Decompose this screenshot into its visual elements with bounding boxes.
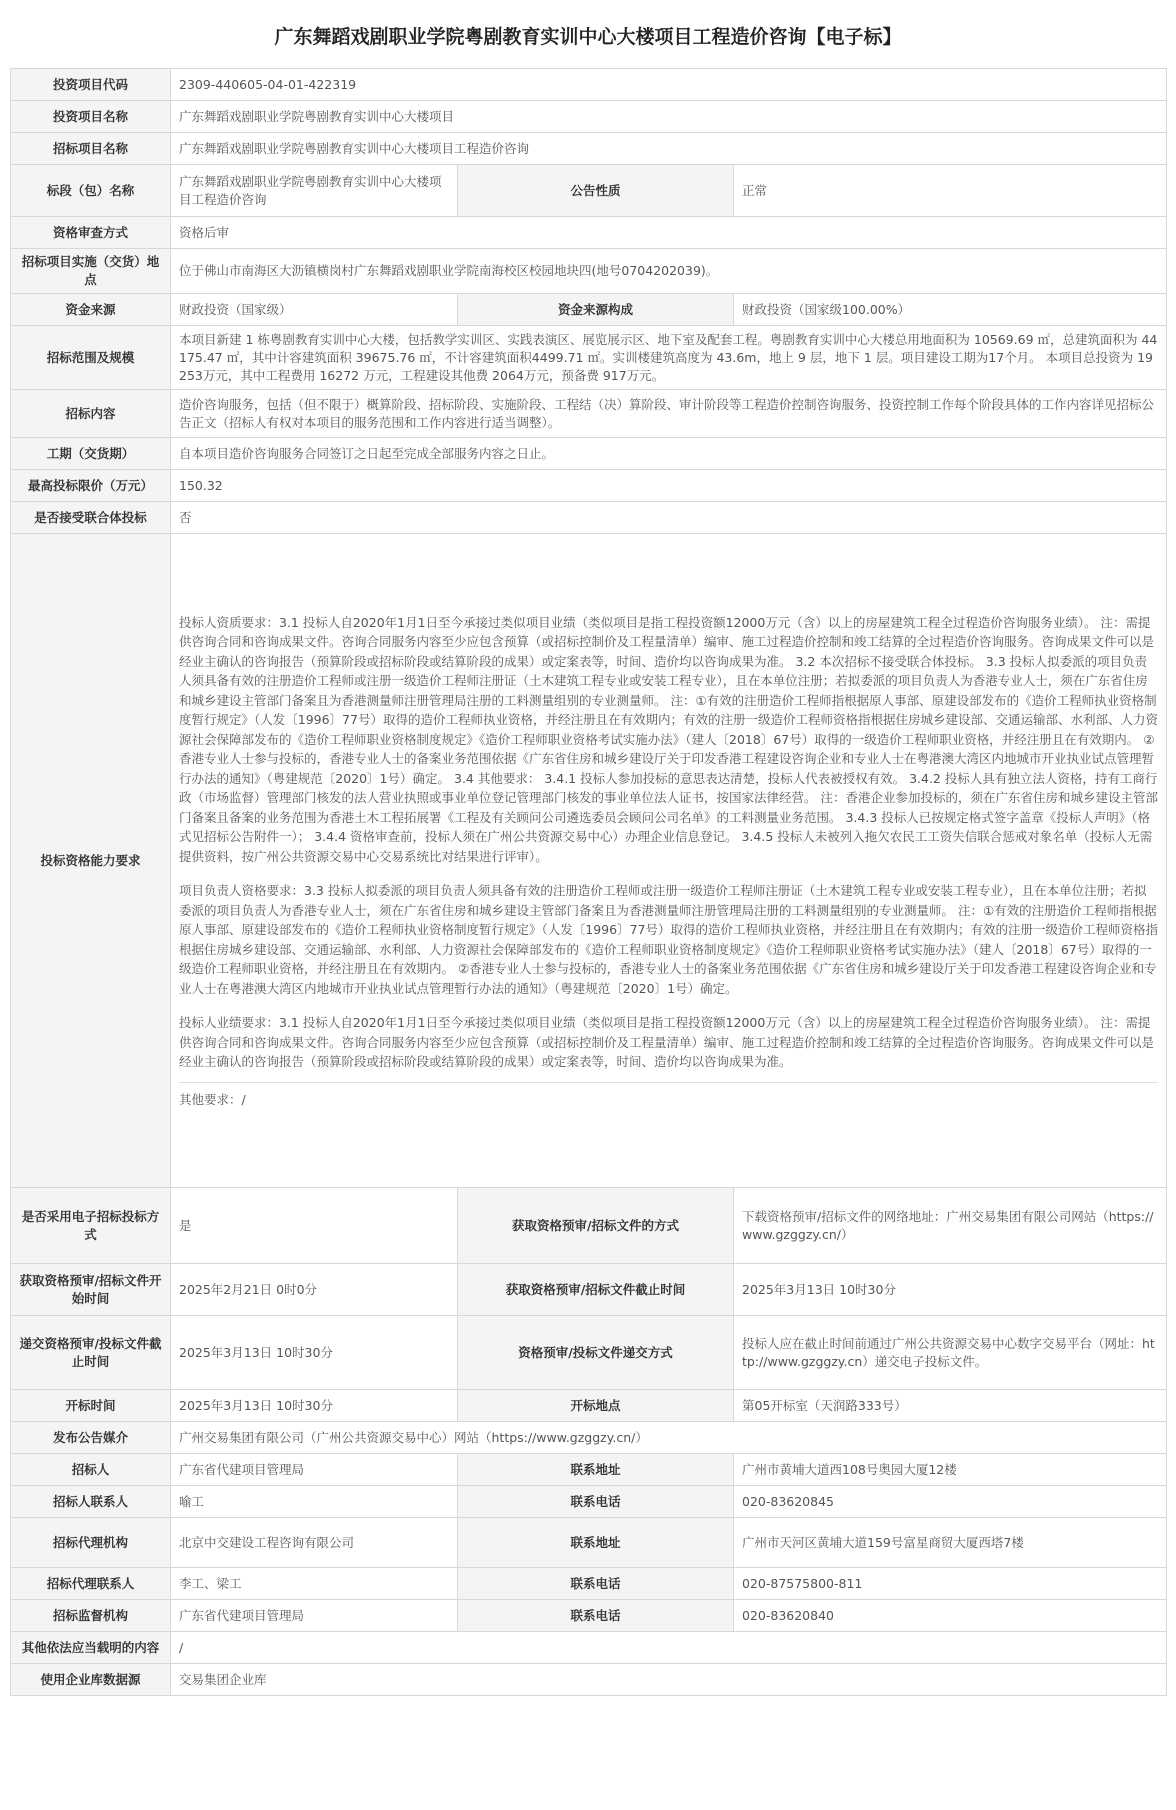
row-tender-project-name: [11, 133, 1167, 165]
row-project-name: [11, 101, 1167, 133]
row-tenderer: [11, 1454, 1167, 1486]
row-section: [11, 165, 1167, 217]
project-code-value: 2309-440605-04-01-422319: [171, 69, 1167, 101]
project-name-value: 广东舞蹈戏剧职业学院粤剧教育实训中心大楼项目: [171, 101, 1167, 133]
other-content-value: /: [171, 1632, 1167, 1664]
row-scope: [11, 326, 1167, 390]
tenderer-contact-label: 招标人联系人: [11, 1486, 171, 1518]
agency-label: 招标代理机构: [11, 1518, 171, 1568]
performance-requirement-text: 投标人业绩要求：3.1 投标人自2020年1月1日至今承接过类似项目业绩（类似项目是指工程投资额12000万元（含）以上的房屋建筑工程全过程造价咨询服务业绩）。 注：需提供咨询合同和咨询成果文件。咨询合同服务内容至少应包含预算（或招标控制价及工程量清单）编审、施工过程造价控制和竣工结算的全过程造价咨询服务。咨询成果文件可以是经业主确认的咨询报告（预算阶段或招标阶段或结算阶段的成果）或定案表等，时间、造价均以咨询成果为准。: [179, 1015, 1155, 1069]
agency-phone-value: 020-87575800-811: [734, 1568, 1167, 1600]
row-max-price: [11, 470, 1167, 502]
media-value: 广州交易集团有限公司（广州公共资源交易中心）网站（https://www.gzggzy.cn/）: [171, 1422, 1167, 1454]
location-label: 招标项目实施（交货）地点: [11, 249, 171, 294]
row-electronic: [11, 1188, 1167, 1264]
agency-address-value: 广州市天河区黄埔大道159号富星商贸大厦西塔7楼: [734, 1518, 1167, 1568]
consortium-value: 否: [171, 502, 1167, 534]
tenderer-contact-value: 喻工: [171, 1486, 458, 1518]
obtain-start-value: 2025年2月21日 0时0分: [171, 1264, 458, 1316]
section-name-label: 标段（包）名称: [11, 165, 171, 217]
agency-phone-label: 联系电话: [458, 1568, 734, 1600]
agency-contact-value: 李工、梁工: [171, 1568, 458, 1600]
obtain-method-value: 下载资格预审/招标文件的网络地址：广州交易集团有限公司网站（https://www.gzggzy.cn/）: [734, 1188, 1167, 1264]
database-label: 使用企业库数据源: [11, 1664, 171, 1696]
obtain-end-value: 2025年3月13日 10时30分: [734, 1264, 1167, 1316]
fund-composition-value: 财政投资（国家级100.00%）: [734, 294, 1167, 326]
database-value: 交易集团企业库: [171, 1664, 1167, 1696]
media-label: 发布公告媒介: [11, 1422, 171, 1454]
row-database: [11, 1664, 1167, 1696]
bidder-qualification-text: 投标人资质要求：3.1 投标人自2020年1月1日至今承接过类似项目业绩（类似项目是指工程投资额12000万元（含）以上的房屋建筑工程全过程造价咨询服务业绩）。 注：需提供咨询合同和咨询成果文件。咨询合同服务内容至少应包含预算（或招标控制价及工程量清单）编审、施工过程造价控制和竣工结算的全过程造价咨询服务。咨询成果文件可以是经业主确认的咨询报告（预算阶段或招标阶段或结算阶段的成果）或定案表等，时间、造价均以咨询成果为准。 3.2 本次招标不接受联合体投标。 3.3 投标人拟委派的项目负责人须具备有效的注册造价工程师或注册一级造价工程师注册证（土木建筑工程专业或安装工程专业），且在本单位注册；若拟委派的项目负责人为香港专业人士，须在广东省住房和城乡建设主管部门备案且为香港测量师注册管理局注册的工料测量组别的专业测量师。 注：①有效的注册造价工程师指根据原人事部、原建设部发布的《造价工程师执业资格制度暂行规定》（人发〔1996〕77号）取得的造价工程师执业资格，并经注册且在有效期内；有效的注册一级造价工程师资格指根据住房城乡建设部、交通运输部、水利部、人力资源社会保障部发布的《造价工程师职业资格制度规定》《造价工程师职业资格考试实施办法》（建人〔2018〕67号）取得的一级造价工程师职业资格，并经注册且在有效期内。 ②香港专业人士参与投标的，香港专业人士的备案业务范围依据《广东省住房和城乡建设厅关于印发香港工程建设咨询企业和专业人士在粤港澳大湾区内地城市开业执业试点管理暂行办法的通知》（粤建规范〔2020〕1号）确定。 3.4 其他要求： 3.4.1 投标人参加投标的意思表达清楚，投标人代表被授权有效。 3.4.2 投标人具有独立法人资格，持有工商行政（市场监督）管理部门核发的法人营业执照或事业单位登记管理部门核发的事业单位法人证书，按国家法律经营。 注：香港企业参加投标的，须在广东省住房和城乡建设主管部门备案且备案的业务范围为香港土木工程拓展署《工程及有关顾问公司遴选委员会顾问公司名单》的工料测量业务范围。 3.4.3 投标人已按规定格式签字盖章《投标人声明》（格式见招标公告附件一）； 3.4.4 资格审查前，投标人须在广州公共资源交易中心）办理企业信息登记。 3.4.5 投标人未被列入拖欠农民工工资失信联合惩戒对象名单（投标人无需提供资料，按广州公共资源交易中心交易系统比对结果进行评审）。: [179, 614, 1158, 864]
qualification-method-value: 资格后审: [171, 217, 1167, 249]
project-code-label: 投资项目代码: [11, 69, 171, 101]
row-period: [11, 438, 1167, 470]
qualification-label: 投标资格能力要求: [11, 534, 171, 1188]
tender-info-table: [10, 68, 1167, 1696]
content-label: 招标内容: [11, 390, 171, 438]
project-name-label: 投资项目名称: [11, 101, 171, 133]
fund-source-value: 财政投资（国家级）: [171, 294, 458, 326]
row-fund: [11, 294, 1167, 326]
max-price-label: 最高投标限价（万元）: [11, 470, 171, 502]
section-name-value: 广东舞蹈戏剧职业学院粤剧教育实训中心大楼项目工程造价咨询: [171, 165, 458, 217]
supervisor-label: 招标监督机构: [11, 1600, 171, 1632]
row-agency-contact: [11, 1568, 1167, 1600]
electronic-label: 是否采用电子招标投标方式: [11, 1188, 171, 1264]
content-value: 造价咨询服务，包括（但不限于）概算阶段、招标阶段、实施阶段、工程结（决）算阶段、审计阶段等工程造价控制咨询服务、投资控制工作每个阶段具体的工作内容详见招标公告正文（招标人有权对本项目的服务范围和工作内容进行适当调整）。: [171, 390, 1167, 438]
tenderer-phone-value: 020-83620845: [734, 1486, 1167, 1518]
agency-contact-label: 招标代理联系人: [11, 1568, 171, 1600]
tenderer-value: 广东省代建项目管理局: [171, 1454, 458, 1486]
row-agency: [11, 1518, 1167, 1568]
period-value: 自本项目造价咨询服务合同签订之日起至完成全部服务内容之日止。: [171, 438, 1167, 470]
submit-method-label: 资格预审/投标文件递交方式: [458, 1316, 734, 1390]
tender-project-name-label: 招标项目名称: [11, 133, 171, 165]
scope-value: 本项目新建 1 栋粤剧教育实训中心大楼，包括教学实训区、实践表演区、展览展示区、地下室及配套工程。粤剧教育实训中心大楼总用地面积为 10569.69 ㎡，总建筑面积为 44175.47 ㎡，其中计容建筑面积 39675.76 ㎡，不计容建筑面积4499.71 ㎡。实训楼建筑高度为 43.6m，地上 9 层，地下 1 层。项目建设工期为17个月。 本项目总投资为 19253万元，其中工程费用 16272 万元，工程建设其他费 2064万元，预备费 917万元。: [171, 326, 1167, 390]
open-time-label: 开标时间: [11, 1390, 171, 1422]
supervisor-value: 广东省代建项目管理局: [171, 1600, 458, 1632]
row-project-code: [11, 69, 1167, 101]
open-time-value: 2025年3月13日 10时30分: [171, 1390, 458, 1422]
tender-project-name-value: 广东舞蹈戏剧职业学院粤剧教育实训中心大楼项目工程造价咨询: [171, 133, 1167, 165]
row-tenderer-contact: [11, 1486, 1167, 1518]
fund-source-label: 资金来源: [11, 294, 171, 326]
row-qualification: [11, 534, 1167, 1188]
agency-value: 北京中交建设工程咨询有限公司: [171, 1518, 458, 1568]
tenderer-address-label: 联系地址: [458, 1454, 734, 1486]
open-place-label: 开标地点: [458, 1390, 734, 1422]
location-value: 位于佛山市南海区大沥镇横岗村广东舞蹈戏剧职业学院南海校区校园地块四(地号0704202039)。: [171, 249, 1167, 294]
tenderer-phone-label: 联系电话: [458, 1486, 734, 1518]
obtain-method-label: 获取资格预审/招标文件的方式: [458, 1188, 734, 1264]
obtain-start-label: 获取资格预审/招标文件开始时间: [11, 1264, 171, 1316]
row-qualification-method: [11, 217, 1167, 249]
notice-nature-label: 公告性质: [458, 165, 734, 217]
tenderer-label: 招标人: [11, 1454, 171, 1486]
row-location: [11, 249, 1167, 294]
submit-end-value: 2025年3月13日 10时30分: [171, 1316, 458, 1390]
submit-end-label: 递交资格预审/投标文件截止时间: [11, 1316, 171, 1390]
row-other-content: [11, 1632, 1167, 1664]
page-title: 广东舞蹈戏剧职业学院粤剧教育实训中心大楼项目工程造价咨询【电子标】: [274, 26, 902, 48]
supervisor-phone-label: 联系电话: [458, 1600, 734, 1632]
electronic-value: 是: [171, 1188, 458, 1264]
other-requirement-text: 其他要求：/: [179, 1082, 1158, 1109]
row-content: [11, 390, 1167, 438]
row-supervisor: [11, 1600, 1167, 1632]
other-content-label: 其他依法应当载明的内容: [11, 1632, 171, 1664]
row-submit: [11, 1316, 1167, 1390]
row-obtain-time: [11, 1264, 1167, 1316]
row-media: [11, 1422, 1167, 1454]
qualification-value: [171, 534, 1167, 1188]
consortium-label: 是否接受联合体投标: [11, 502, 171, 534]
notice-nature-value: 正常: [734, 165, 1167, 217]
row-open: [11, 1390, 1167, 1422]
open-place-value: 第05开标室（天润路333号）: [734, 1390, 1167, 1422]
supervisor-phone-value: 020-83620840: [734, 1600, 1167, 1632]
agency-address-label: 联系地址: [458, 1518, 734, 1568]
obtain-end-label: 获取资格预审/招标文件截止时间: [458, 1264, 734, 1316]
qualification-method-label: 资格审查方式: [11, 217, 171, 249]
tenderer-address-value: 广州市黄埔大道西108号奥园大厦12楼: [734, 1454, 1167, 1486]
submit-method-value: 投标人应在截止时间前通过广州公共资源交易中心数字交易平台（网址：http://www.gzggzy.cn）递交电子投标文件。: [734, 1316, 1167, 1390]
manager-qualification-text: 项目负责人资格要求：3.3 投标人拟委派的项目负责人须具备有效的注册造价工程师或注册一级造价工程师注册证（土木建筑工程专业或安装工程专业），且在本单位注册；若拟委派的项目负责人为香港专业人士，须在广东省住房和城乡建设主管部门备案且为香港测量师注册管理局注册的工料测量组别的专业测量师。 注：①有效的注册造价工程师指根据原人事部、原建设部发布的《造价工程师执业资格制度暂行规定》（人发〔1996〕77号）取得的造价工程师执业资格，并经注册且在有效期内；有效的注册一级造价工程师资格指根据住房城乡建设部、交通运输部、水利部、人力资源社会保障部发布的《造价工程师职业资格制度规定》《造价工程师职业资格考试实施办法》（建人〔2018〕67号）取得的一级造价工程师职业资格，并经注册且在有效期内。 ②香港专业人士参与投标的，香港专业人士的备案业务范围依据《广东省住房和城乡建设厅关于印发香港工程建设咨询企业和专业人士在粤港澳大湾区内地城市开业执业试点管理暂行办法的通知》（粤建规范〔2020〕1号）确定。: [179, 883, 1158, 996]
scope-label: 招标范围及规模: [11, 326, 171, 390]
fund-composition-label: 资金来源构成: [458, 294, 734, 326]
row-consortium: [11, 502, 1167, 534]
period-label: 工期（交货期）: [11, 438, 171, 470]
max-price-value: 150.32: [171, 470, 1167, 502]
